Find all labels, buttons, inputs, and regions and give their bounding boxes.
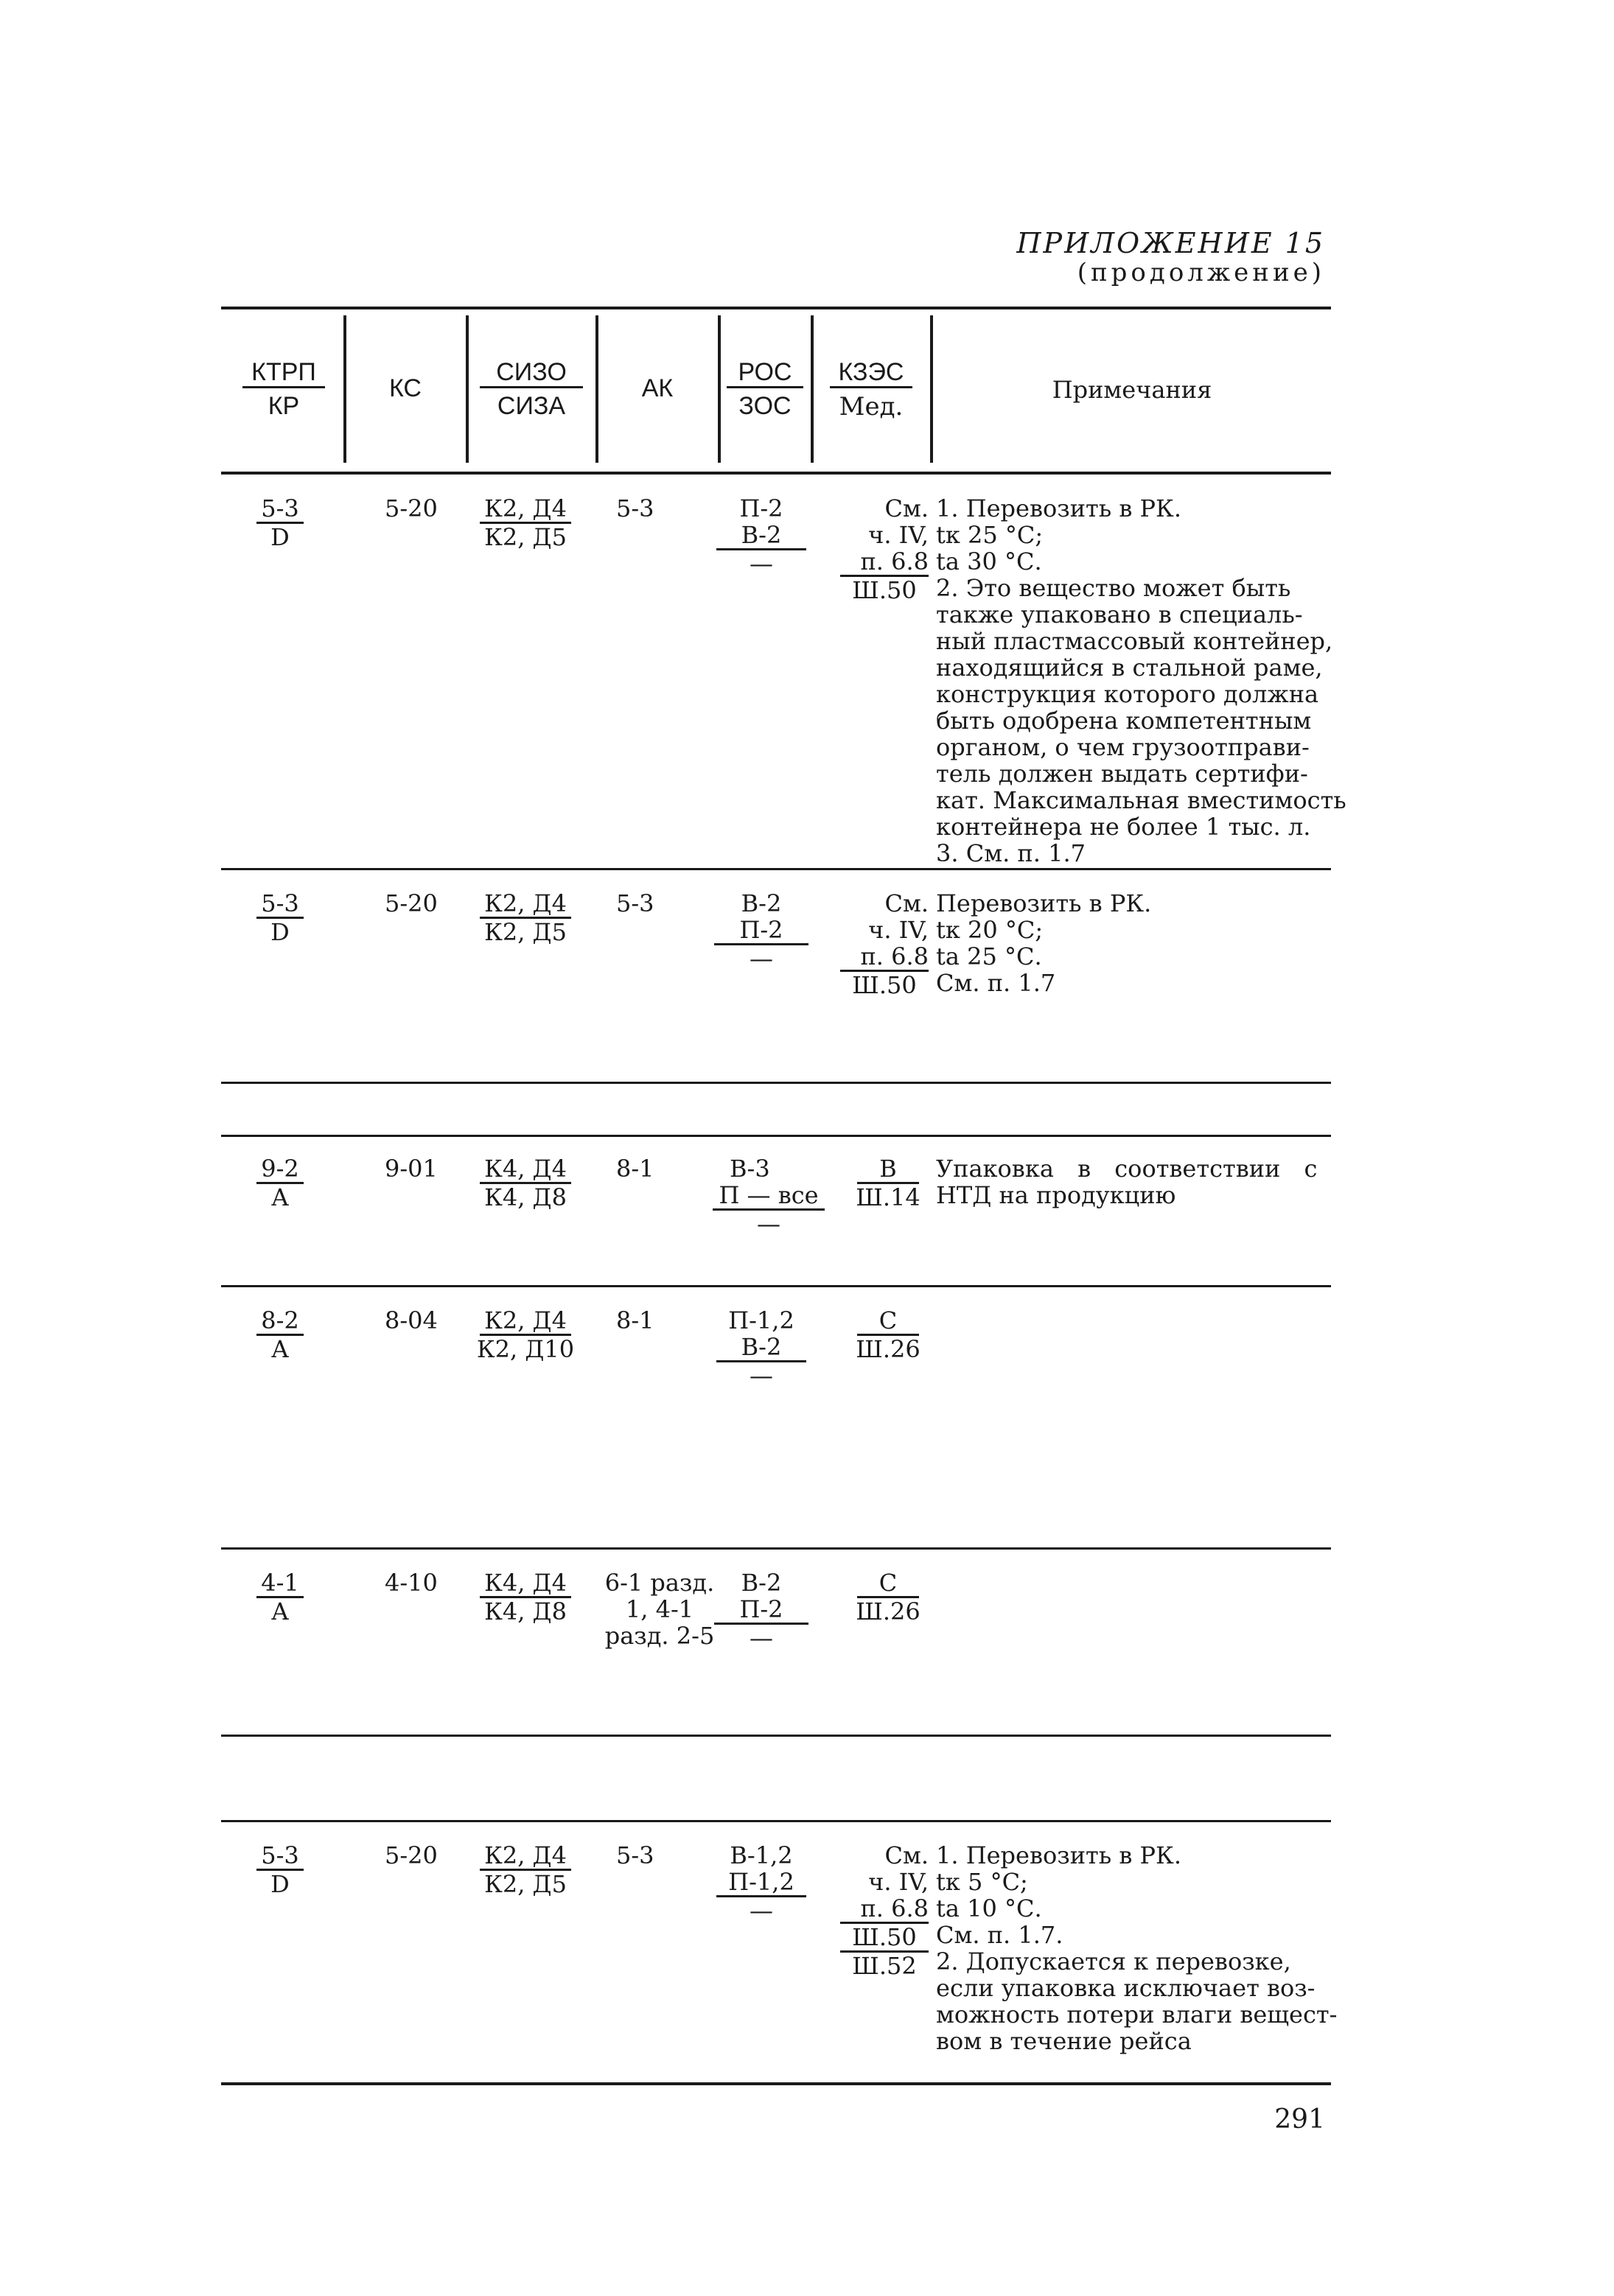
row2-ros: В-2 П-2 — [706,890,817,972]
col-header-notes: Примечания [1052,376,1212,404]
row4-ktrp-kr: 8-2 А [236,1307,324,1362]
row3-ros: В-3 П — все — [706,1155,831,1237]
row-separator [221,1135,1331,1137]
row1-ks: 5-20 [385,494,438,522]
row6-ros: В-1,2 П-1,2 — [706,1842,817,1924]
appendix-title: ПРИЛОЖЕНИЕ 15 [1016,227,1325,259]
col-header-ks: КС [389,374,422,402]
row2-sizo-siza: К2, Д4 К2, Д5 [470,890,581,945]
row2-kzes: См. [884,889,929,917]
col-header-sizo: СИЗО [469,358,594,387]
row4-ros: П-1,2 В-2 — [706,1307,817,1389]
row3-notes: Упаковка в соответствии с НТД на продукцию [936,1155,1318,1209]
page-number: 291 [1274,2104,1325,2135]
col-header-ak: АК [641,374,674,402]
row5-ks: 4-10 [385,1569,438,1597]
row4-kzes-med: С Ш.26 [856,1306,920,1363]
row6-sizo-siza: К2, Д4 К2, Д5 [470,1842,581,1897]
row6-notes: 1. Перевозить в РК. tк 5 °С; tа 10 °С. См. п. 1.7. 2. Допускается к перевозке, если упаковка исключает воз- можность потери влаги вещест- вом в течение рейса [936,1841,1338,2055]
row2-ks: 5-20 [385,889,438,917]
row5-sizo-siza: К4, Д4 К4, Д8 [470,1569,581,1625]
col-header-med: Мед. [839,392,904,421]
header-bottom-border [221,472,1331,475]
row5-kzes-med: С Ш.26 [856,1569,920,1625]
col-header-siza: СИЗА [497,392,566,420]
row3-ak: 8-1 [616,1155,654,1183]
row6-ks: 5-20 [385,1841,438,1869]
row-separator [221,1547,1331,1550]
row6-ak: 5-3 [616,1841,654,1869]
row1-kzes: См. [884,494,929,522]
appendix-subtitle: (продолжение) [1077,258,1325,287]
row2-ktrp-kr: $\frac{5-3}{D}$ [236,890,324,945]
row5-ktrp-kr: 4-1 А [236,1569,324,1625]
col-header-kr: КР [268,392,300,420]
row6-kzes-ref: ч. IV, п. 6.8 Ш.50 Ш.52 [840,1869,929,1979]
col-divider [811,315,814,463]
row1-ak: 5-3 [616,494,654,522]
row2-notes: Перевозить в РК. tк 20 °С; tа 25 °С. См. п. 1.7 [936,889,1152,997]
row-separator [221,1735,1331,1737]
row6-ktrp-kr: $\frac{5-3}{D}$ [236,1842,324,1897]
row1-ros: П-2 В-2 — [706,495,817,577]
row6-kzes: См. [884,1841,929,1869]
col-divider [718,315,721,463]
row3-ktrp-kr: 9-2 А [236,1155,324,1211]
row1-sizo-siza: К2, Д4 К2, Д5 [470,495,581,550]
row1-notes: 1. Перевозить в РК. tк 25 °С; tа 30 °С. 2. Это вещество может быть также упаковано в специаль- ный пластмассовый контейнер, находящийся в стальной раме, конструкция которого должна быть одобрена компетентным органом, о чем грузоотправи- тель должен выдать сертифи- кат. Максимальная вместимость контейнера не более 1 тыс. л. 3. См. п. 1.7 [936,494,1346,867]
row-separator [221,1082,1331,1084]
col-header-ros: РОС [721,358,809,387]
row2-ak: 5-3 [616,889,654,917]
row-separator [221,868,1331,870]
col-header-zos: ЗОС [738,392,792,420]
table-top-border [221,307,1331,309]
row4-ks: 8-04 [385,1306,438,1334]
row-separator [221,1820,1331,1822]
row5-ak: 6-1 разд. 1, 4-1 разд. 2-5 [604,1569,715,1650]
row-separator [221,1285,1331,1287]
row3-kzes-med: В Ш.14 [856,1155,920,1211]
row5-ros: В-2 П-2 — [706,1569,817,1651]
row3-sizo-siza: К4, Д4 К4, Д8 [470,1155,581,1211]
row2-kzes-ref: ч. IV, п. 6.8 Ш.50 [840,917,929,998]
row3-ks: 9-01 [385,1155,438,1183]
row4-sizo-siza: К2, Д4 К2, Д10 [476,1306,575,1363]
row1-ktrp-kr: $\frac{5-3}{D}$ [236,495,324,550]
col-header-kzes: КЗЭС [814,358,929,387]
table-bottom-border [221,2082,1331,2085]
col-header-ktrp: КТРП [228,358,339,387]
row1-kzes-ref: ч. IV, п. 6.8 Ш.50 [840,522,929,603]
row4-ak: 8-1 [616,1306,654,1334]
col-divider [466,315,469,463]
